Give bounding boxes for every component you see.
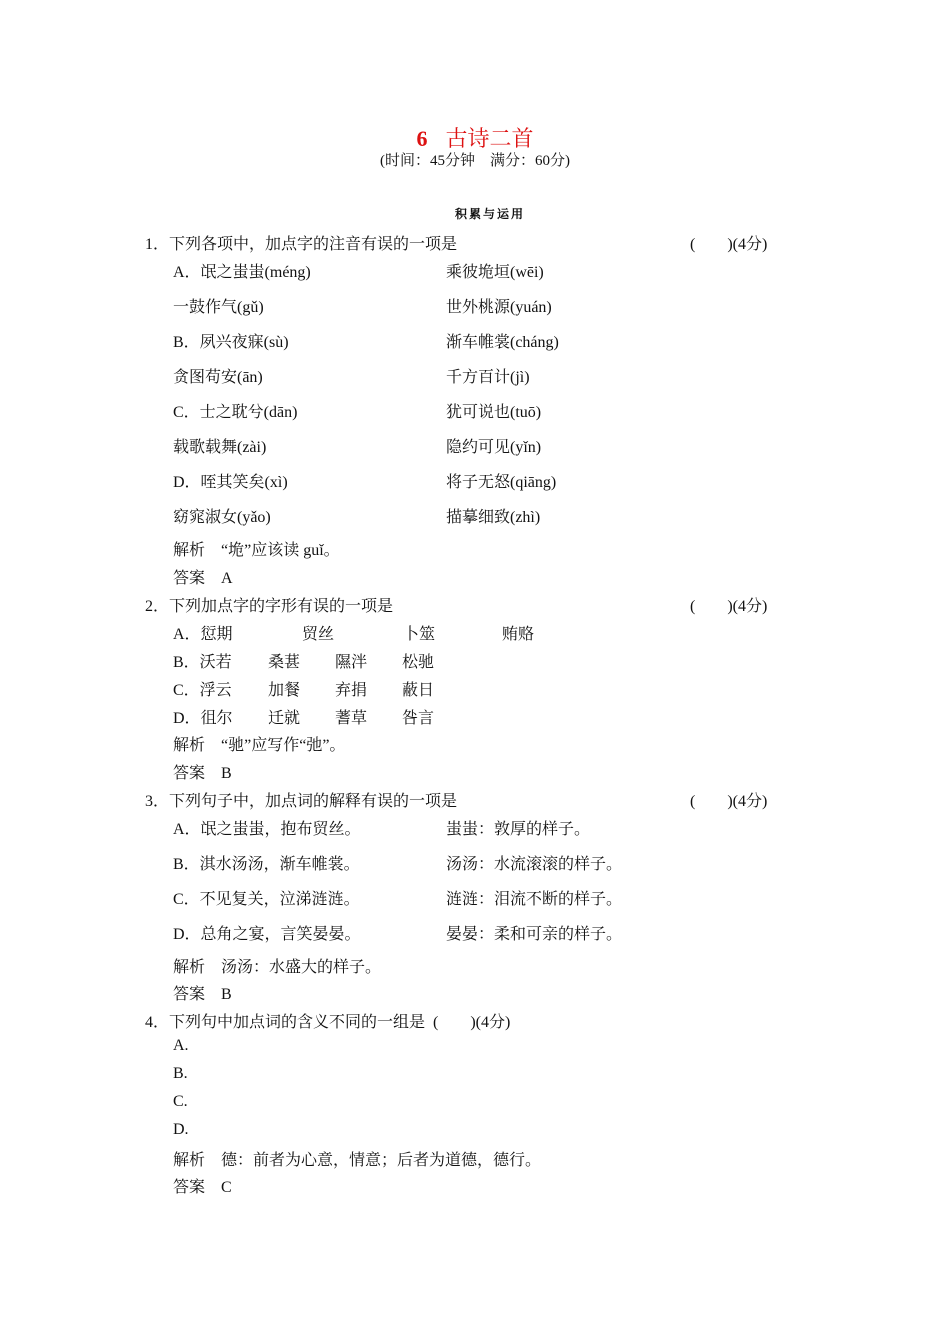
q1-analysis-text: “垝”应该读 guǐ。 xyxy=(221,542,340,559)
q3-stem: 3．下列句子中，加点词的解释有误的一项是 xyxy=(145,793,458,810)
q4-stem xyxy=(145,1009,510,1032)
q2-option-a-1: A．愆期 xyxy=(173,626,233,643)
q2-option-b-4: 松驰 xyxy=(402,654,435,671)
q2-option-a-2: 贸丝 xyxy=(302,626,335,643)
answer-label: 答案 xyxy=(173,765,206,782)
q2-option-a-4: 贿赂 xyxy=(502,626,535,643)
q2-answer-text: B xyxy=(221,765,232,782)
q2-analysis xyxy=(173,732,345,755)
q2-option-d-4: 咎言 xyxy=(402,710,435,727)
q1-option-c2-left: 载歌载舞(zài) xyxy=(173,439,267,456)
q2-option-d-1: D．徂尔 xyxy=(173,710,233,727)
q2-answer xyxy=(173,760,232,783)
analysis-label: 解析 xyxy=(173,959,206,976)
q1-option-d-left: D．咥其笑矣(xì) xyxy=(173,474,288,491)
q1-option-b2-right: 千方百计(jì) xyxy=(446,369,530,386)
q3-analysis-text: 汤汤：水盛大的样子。 xyxy=(221,959,382,976)
q1-stem: 1．下列各项中，加点字的注音有误的一项是 xyxy=(145,236,458,253)
q3-option-c-left: C．不见复关，泣涕涟涟。 xyxy=(173,891,360,908)
q3-answer xyxy=(173,981,232,1004)
q4-option-a: A. xyxy=(173,1037,189,1054)
analysis-label: 解析 xyxy=(173,1152,206,1169)
q1-option-b-left: B．夙兴夜寐(sù) xyxy=(173,334,289,351)
lesson-number: 6 xyxy=(416,126,428,151)
analysis-label: 解析 xyxy=(173,542,206,559)
answer-label: 答案 xyxy=(173,570,206,587)
q3-answer-text: B xyxy=(221,986,232,1003)
q1-score: ( )(4分) xyxy=(690,236,768,253)
q3-option-d-left: D．总角之宴，言笑晏晏。 xyxy=(173,926,361,943)
q1-option-c-right: 犹可说也(tuō) xyxy=(446,404,542,421)
q1-option-a2-right: 世外桃源(yuán) xyxy=(446,299,552,316)
q3-option-c-right: 涟涟：泪流不断的样子。 xyxy=(446,891,623,908)
q2-analysis-text: “驰”应写作“弛”。 xyxy=(221,737,346,754)
q4-answer xyxy=(173,1174,232,1197)
answer-label: 答案 xyxy=(173,1179,206,1196)
q3-option-a-left: A．氓之蚩蚩，抱布贸丝。 xyxy=(173,821,361,838)
answer-label: 答案 xyxy=(173,986,206,1003)
q2-option-a-3: 卜筮 xyxy=(403,626,436,643)
q3-option-b-left: B．淇水汤汤，渐车帷裳。 xyxy=(173,856,360,873)
q1-answer xyxy=(173,565,233,588)
q1-option-c2-right: 隐约可见(yǐn) xyxy=(446,439,542,456)
section-title: 积累与运用 xyxy=(454,207,525,221)
q1-analysis xyxy=(173,537,340,560)
analysis-label: 解析 xyxy=(173,737,206,754)
q3-analysis xyxy=(173,954,381,977)
q2-score: ( )(4分) xyxy=(690,598,768,615)
q2-option-c-2: 加餐 xyxy=(268,682,301,699)
q4-analysis-text: 德：前者为心意，情意；后者为道德，德行。 xyxy=(221,1152,542,1169)
q4-option-c: C. xyxy=(173,1093,188,1110)
q3-option-d-right: 晏晏：柔和可亲的样子。 xyxy=(446,926,623,943)
q4-option-d: D. xyxy=(173,1121,189,1138)
q2-option-b-2: 桑葚 xyxy=(268,654,301,671)
q2-option-c-3: 弃捐 xyxy=(335,682,368,699)
q3-option-a-right: 蚩蚩：敦厚的样子。 xyxy=(446,821,591,838)
q1-option-d2-left: 窈窕淑女(yǎo) xyxy=(173,509,271,526)
q3-score: ( )(4分) xyxy=(690,793,768,810)
q4-answer-text: C xyxy=(221,1179,232,1196)
q2-option-b-1: B．沃若 xyxy=(173,654,232,671)
q4-stem-text: 4．下列句中加点词的含义不同的一组是 xyxy=(145,1014,426,1031)
q1-option-b2-left: 贪图苟安(ān) xyxy=(173,369,263,386)
q1-option-a-right: 乘彼垝垣(wēi) xyxy=(446,264,544,281)
q1-option-a2-left: 一鼓作气(gǔ) xyxy=(173,299,264,316)
q3-option-b-right: 汤汤：水流滚滚的样子。 xyxy=(446,856,623,873)
q2-option-d-3: 蓍草 xyxy=(335,710,368,727)
q2-option-c-1: C．浮云 xyxy=(173,682,232,699)
q4-option-b: B. xyxy=(173,1065,188,1082)
q2-option-d-2: 迁就 xyxy=(268,710,301,727)
q4-score: ( )(4分) xyxy=(433,1014,511,1031)
q1-option-d2-right: 描摹细致(zhì) xyxy=(446,509,541,526)
q1-option-c-left: C．士之耽兮(dān) xyxy=(173,404,298,421)
q1-answer-text: A xyxy=(221,570,233,587)
lesson-title: 古诗二首 xyxy=(445,126,534,151)
q1-option-b-right: 渐车帷裳(cháng) xyxy=(446,334,559,351)
q2-stem: 2．下列加点字的字形有误的一项是 xyxy=(145,598,394,615)
time-score-info: (时间：45分钟 满分：60分) xyxy=(380,153,570,169)
q1-option-a-left: A．氓之蚩蚩(méng) xyxy=(173,264,311,281)
q4-analysis xyxy=(173,1147,541,1170)
q2-option-b-3: 隰泮 xyxy=(335,654,368,671)
q2-option-c-4: 蔽日 xyxy=(402,682,435,699)
q1-option-d-right: 将子无怒(qiāng) xyxy=(446,474,557,491)
